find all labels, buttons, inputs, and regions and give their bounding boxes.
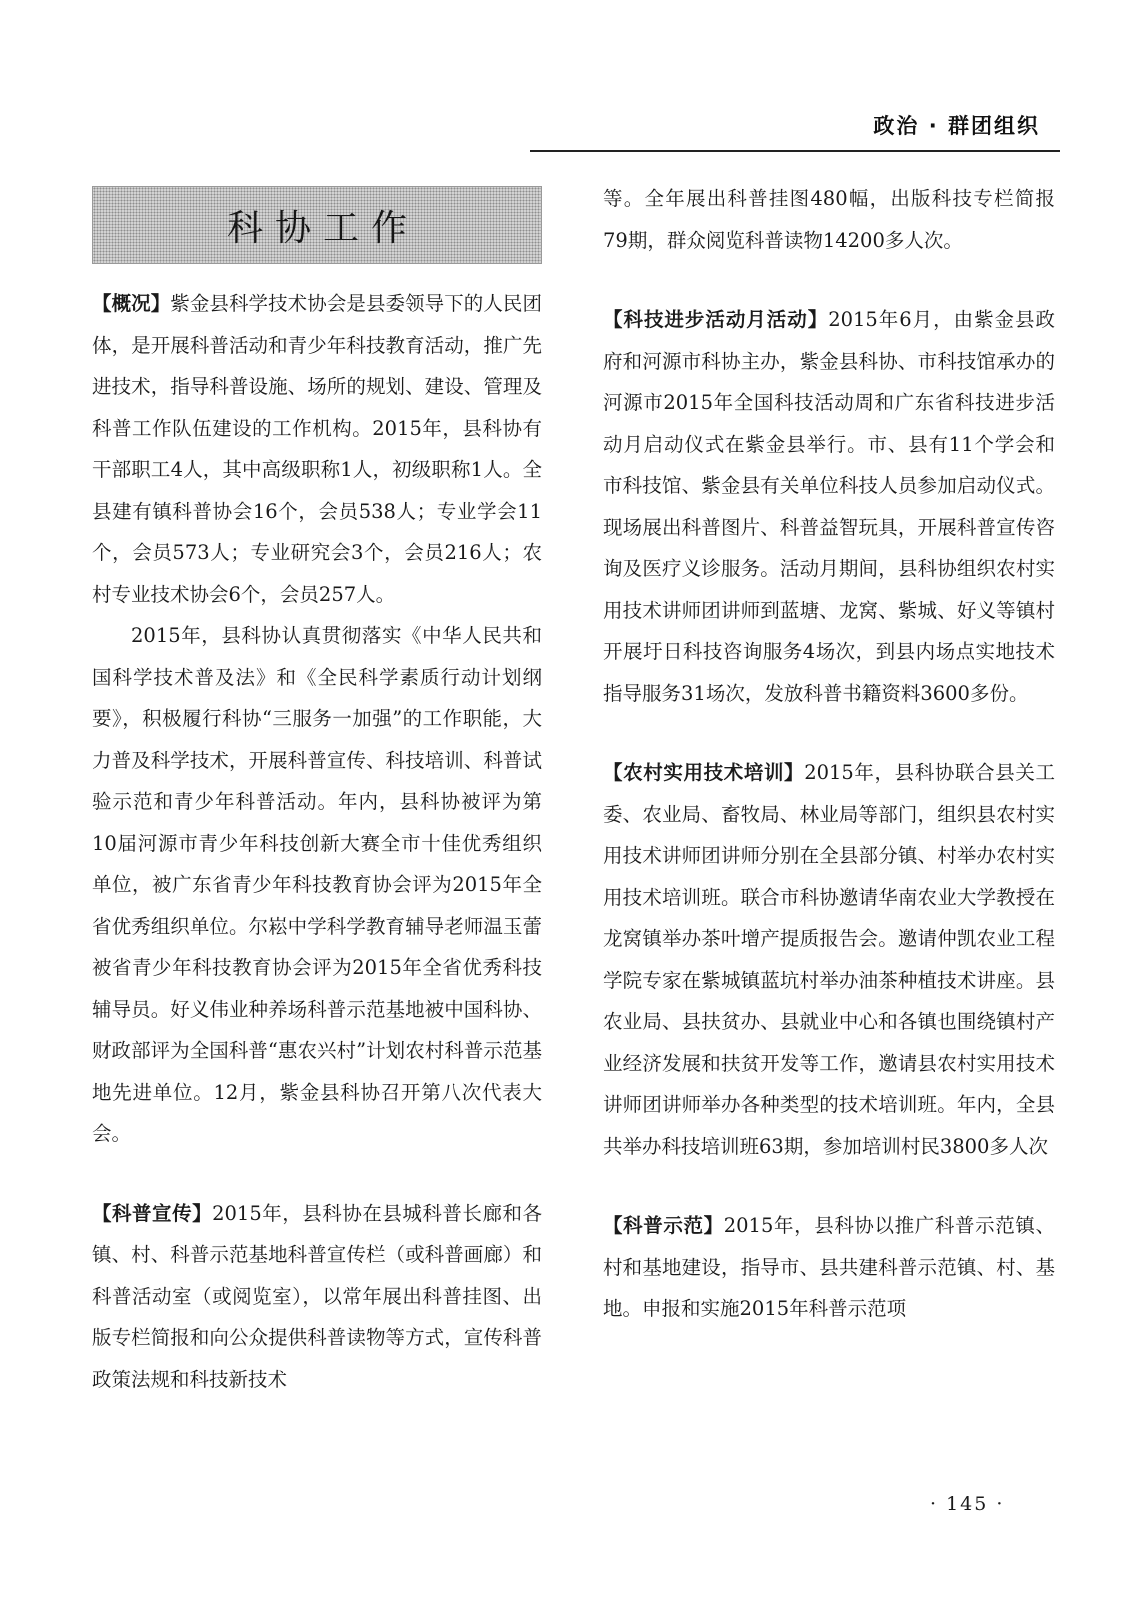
section-title-banner <box>92 186 542 264</box>
section-title: 科协工作 <box>226 207 419 249</box>
paragraph-work-summary: 2015年，县科协认真贯彻落实《中华人民共和国科学技术普及法》和《全民科学素质行动计划纲要》，积极履行科协“三服务一加强”的工作职能，大力普及科学技术，开展科普宣传、科技培训、科普试验示范和青少年科普活动。年内，县科协被评为第10届河源市青少年科技创新大赛全市十佳优秀组织单位，被广东省青少年科技教育协会评为2015年全省优秀组织单位。尔崧中学科学教育辅导老师温玉蕾被省青少年科技教育协会评为2015年全省优秀科技辅导员。好义伟业种养场科普示范基地被中国科协、财政部评为全国科普“惠农兴村”计划农村科普示范基地先进单位。12月，紫金县科协召开第八次代表大会。 <box>92 624 542 1145</box>
paragraph-text: 2015年，县科协以推广科普示范镇、村和基地建设，指导市、县共建科普示范镇、村、基地。申报和实施2015年科普示范项 <box>603 1214 1055 1320</box>
paragraph-text: 2015年，县科协联合县关工委、农业局、畜牧局、林业局等部门，组织县农村实用技术讲师团讲师分别在全县部分镇、村举办农村实用技术培训班。联合市科协邀请华南农业大学教授在龙窝镇举办茶叶增产提质报告会。邀请仲凯农业工程学院专家在紫城镇蓝坑村举办油茶种植技术讲座。县农业局、县扶贫办、县就业中心和各镇也围绕镇村产业经济发展和扶贫开发等工作，邀请县农村实用技术讲师团讲师举办各种类型的技术培训班。年内，全县共举办科技培训班63期，参加培训村民3800多人次 <box>603 761 1055 1158</box>
right-column <box>603 178 1055 1330</box>
paragraph-heading: 【科技进步活动月活动】 <box>603 308 829 331</box>
paragraph-heading: 【科普宣传】 <box>92 1201 213 1225</box>
paragraph-publicity-continued: 等。全年展出科普挂图480幅，出版科技专栏简报79期，群众阅览科普读物14200多人次。 <box>603 187 1055 252</box>
paragraph-text: 2015年，县科协在县城科普长廊和各镇、村、科普示范基地科普宣传栏（或科普画廊）和科普活动室（或阅览室），以常年展出科普挂图、出版专栏简报和向公众提供科普读物等方式，宣传科普政策法规和科技新技术 <box>92 1201 542 1391</box>
paragraph-tech-month <box>603 299 1055 714</box>
paragraph-overview <box>92 283 542 615</box>
paragraph-rural-training <box>603 752 1055 1167</box>
paragraph-demonstration <box>603 1205 1055 1330</box>
left-column <box>92 283 542 1400</box>
header-rule <box>530 150 1060 152</box>
page-number: · 145 · <box>930 1493 1005 1515</box>
paragraph-text: 紫金县科学技术协会是县委领导下的人民团体，是开展科普活动和青少年科技教育活动，推广先进技术，指导科普设施、场所的规划、建设、管理及科普工作队伍建设的工作机构。2015年，县科协有干部职工4人，其中高级职称1人，初级职称1人。全县建有镇科普协会16个，会员538人；专业学会11个，会员573人；专业研究会3个，会员216人；农村专业技术协会6个，会员257人。 <box>92 292 542 606</box>
paragraph-text: 2015年6月，由紫金县政府和河源市科协主办，紫金县科协、市科技馆承办的河源市2015年全国科技活动周和广东省科技进步活动月启动仪式在紫金县举行。市、县有11个学会和市科技馆、紫金县有关单位科技人员参加启动仪式。现场展出科普图片、科普益智玩具，开展科普宣传咨询及医疗义诊服务。活动月期间，县科协组织农村实用技术讲师团讲师到蓝塘、龙窝、紫城、好义等镇村开展圩日科技咨询服务4场次，到县内场点实地技术指导服务31场次，发放科普书籍资料3600多份。 <box>603 308 1055 705</box>
paragraph-publicity <box>92 1193 542 1401</box>
paragraph-heading: 【概况】 <box>92 292 171 315</box>
paragraph-heading: 【科普示范】 <box>603 1214 724 1237</box>
paragraph-heading: 【农村实用技术培训】 <box>603 761 805 784</box>
running-head: 政治 · 群团组织 <box>873 114 1040 138</box>
